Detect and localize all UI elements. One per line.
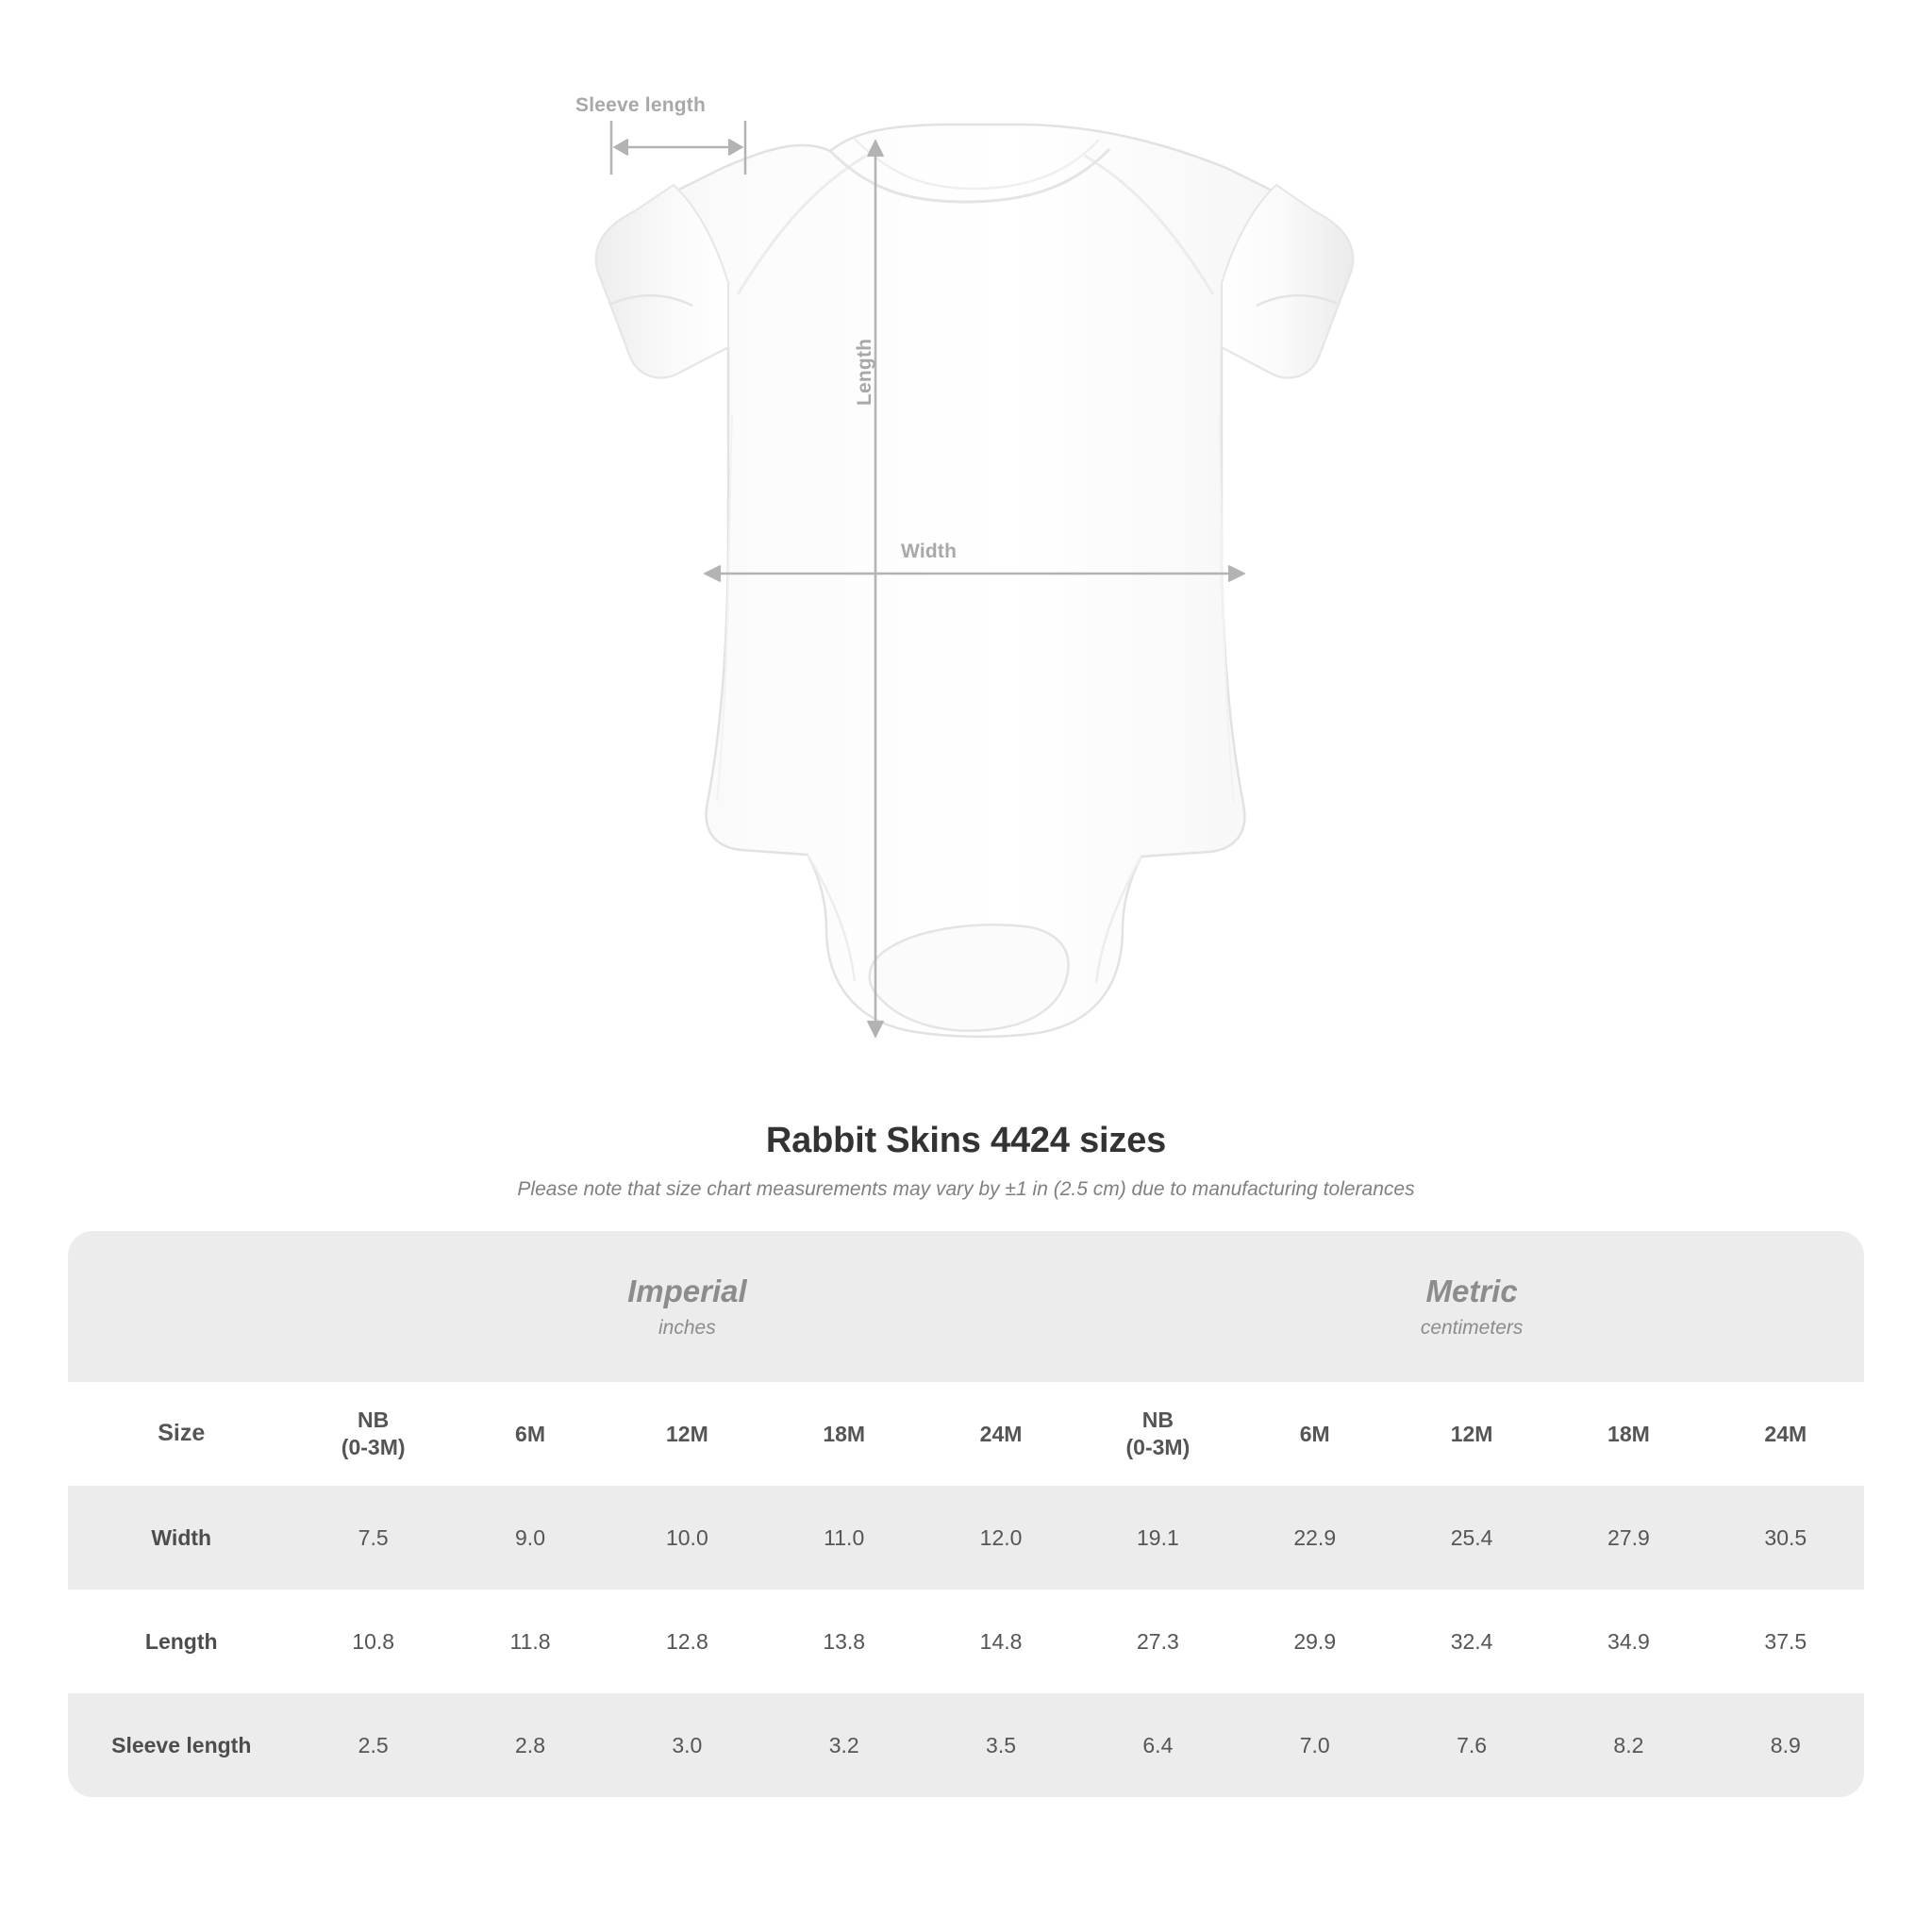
- unit-metric-sub: centimeters: [1420, 1316, 1524, 1339]
- cell-width-imperial-6m: 9.0: [452, 1486, 608, 1590]
- cell-sleeve-imperial-24m: 3.5: [923, 1693, 1079, 1797]
- size-col-metric-6m: 6M: [1237, 1382, 1393, 1486]
- width-label: Width: [901, 541, 958, 562]
- cell-width-metric-24m: 30.5: [1707, 1486, 1864, 1590]
- cell-width-imperial-18m: 11.0: [766, 1486, 923, 1590]
- cell-sleeve-metric-18m: 8.2: [1550, 1693, 1707, 1797]
- size-col-imperial-12m: 12M: [608, 1382, 765, 1486]
- cell-length-imperial-6m: 11.8: [452, 1590, 608, 1693]
- size-col-metric-12m: 12M: [1393, 1382, 1550, 1486]
- row-label-sleeve-length: Sleeve length: [68, 1693, 295, 1797]
- cell-width-metric-18m: 27.9: [1550, 1486, 1707, 1590]
- size-col-metric-nb: NB (0-3M): [1079, 1382, 1236, 1486]
- cell-width-imperial-nb: 7.5: [295, 1486, 452, 1590]
- size-col-metric-18m: 18M: [1550, 1382, 1707, 1486]
- unit-header-row: [68, 1231, 1864, 1382]
- row-label-length: Length: [68, 1590, 295, 1693]
- cell-length-metric-6m: 29.9: [1237, 1590, 1393, 1693]
- size-header-label: Size: [68, 1382, 295, 1486]
- unit-header-blank: [68, 1231, 295, 1382]
- cell-width-metric-nb: 19.1: [1079, 1486, 1236, 1590]
- size-table: [68, 1231, 1864, 1797]
- cell-length-imperial-nb: 10.8: [295, 1590, 452, 1693]
- unit-metric-name: Metric: [1425, 1274, 1518, 1309]
- title-block: [0, 1121, 1932, 1201]
- cell-width-imperial-12m: 10.0: [608, 1486, 765, 1590]
- cell-length-imperial-24m: 14.8: [923, 1590, 1079, 1693]
- size-col-imperial-nb: NB (0-3M): [295, 1382, 452, 1486]
- measurement-note: Please note that size chart measurements may vary by ±1 in (2.5 cm) due to manufacturing tolerances: [517, 1178, 1415, 1200]
- table-row: [68, 1693, 1864, 1797]
- table-row: [68, 1486, 1864, 1590]
- cell-width-metric-6m: 22.9: [1237, 1486, 1393, 1590]
- cell-length-metric-nb: 27.3: [1079, 1590, 1236, 1693]
- unit-header-imperial: [295, 1231, 1080, 1382]
- size-header-row: [68, 1382, 1864, 1486]
- cell-sleeve-imperial-18m: 3.2: [766, 1693, 923, 1797]
- size-col-imperial-6m: 6M: [452, 1382, 608, 1486]
- cell-width-metric-12m: 25.4: [1393, 1486, 1550, 1590]
- size-table-wrapper: [68, 1231, 1864, 1797]
- cell-length-metric-18m: 34.9: [1550, 1590, 1707, 1693]
- cell-sleeve-imperial-12m: 3.0: [608, 1693, 765, 1797]
- sleeve-length-label: Sleeve length: [575, 94, 706, 116]
- cell-sleeve-metric-nb: 6.4: [1079, 1693, 1236, 1797]
- page-title: Rabbit Skins 4424 sizes: [765, 1121, 1167, 1160]
- cell-sleeve-metric-24m: 8.9: [1707, 1693, 1864, 1797]
- size-col-imperial-18m: 18M: [766, 1382, 923, 1486]
- size-col-metric-24m: 24M: [1707, 1382, 1864, 1486]
- size-col-imperial-24m: 24M: [923, 1382, 1079, 1486]
- cell-sleeve-imperial-nb: 2.5: [295, 1693, 452, 1797]
- cell-sleeve-imperial-6m: 2.8: [452, 1693, 608, 1797]
- cell-length-metric-24m: 37.5: [1707, 1590, 1864, 1693]
- cell-length-metric-12m: 32.4: [1393, 1590, 1550, 1693]
- table-row: [68, 1590, 1864, 1693]
- unit-header-metric: [1079, 1231, 1864, 1382]
- row-label-width: Width: [68, 1486, 295, 1590]
- length-label: Length: [854, 338, 875, 406]
- cell-length-imperial-18m: 13.8: [766, 1590, 923, 1693]
- cell-width-imperial-24m: 12.0: [923, 1486, 1079, 1590]
- cell-sleeve-metric-6m: 7.0: [1237, 1693, 1393, 1797]
- cell-sleeve-metric-12m: 7.6: [1393, 1693, 1550, 1797]
- unit-imperial-sub: inches: [658, 1316, 716, 1339]
- cell-length-imperial-12m: 12.8: [608, 1590, 765, 1693]
- unit-imperial-name: Imperial: [627, 1274, 747, 1309]
